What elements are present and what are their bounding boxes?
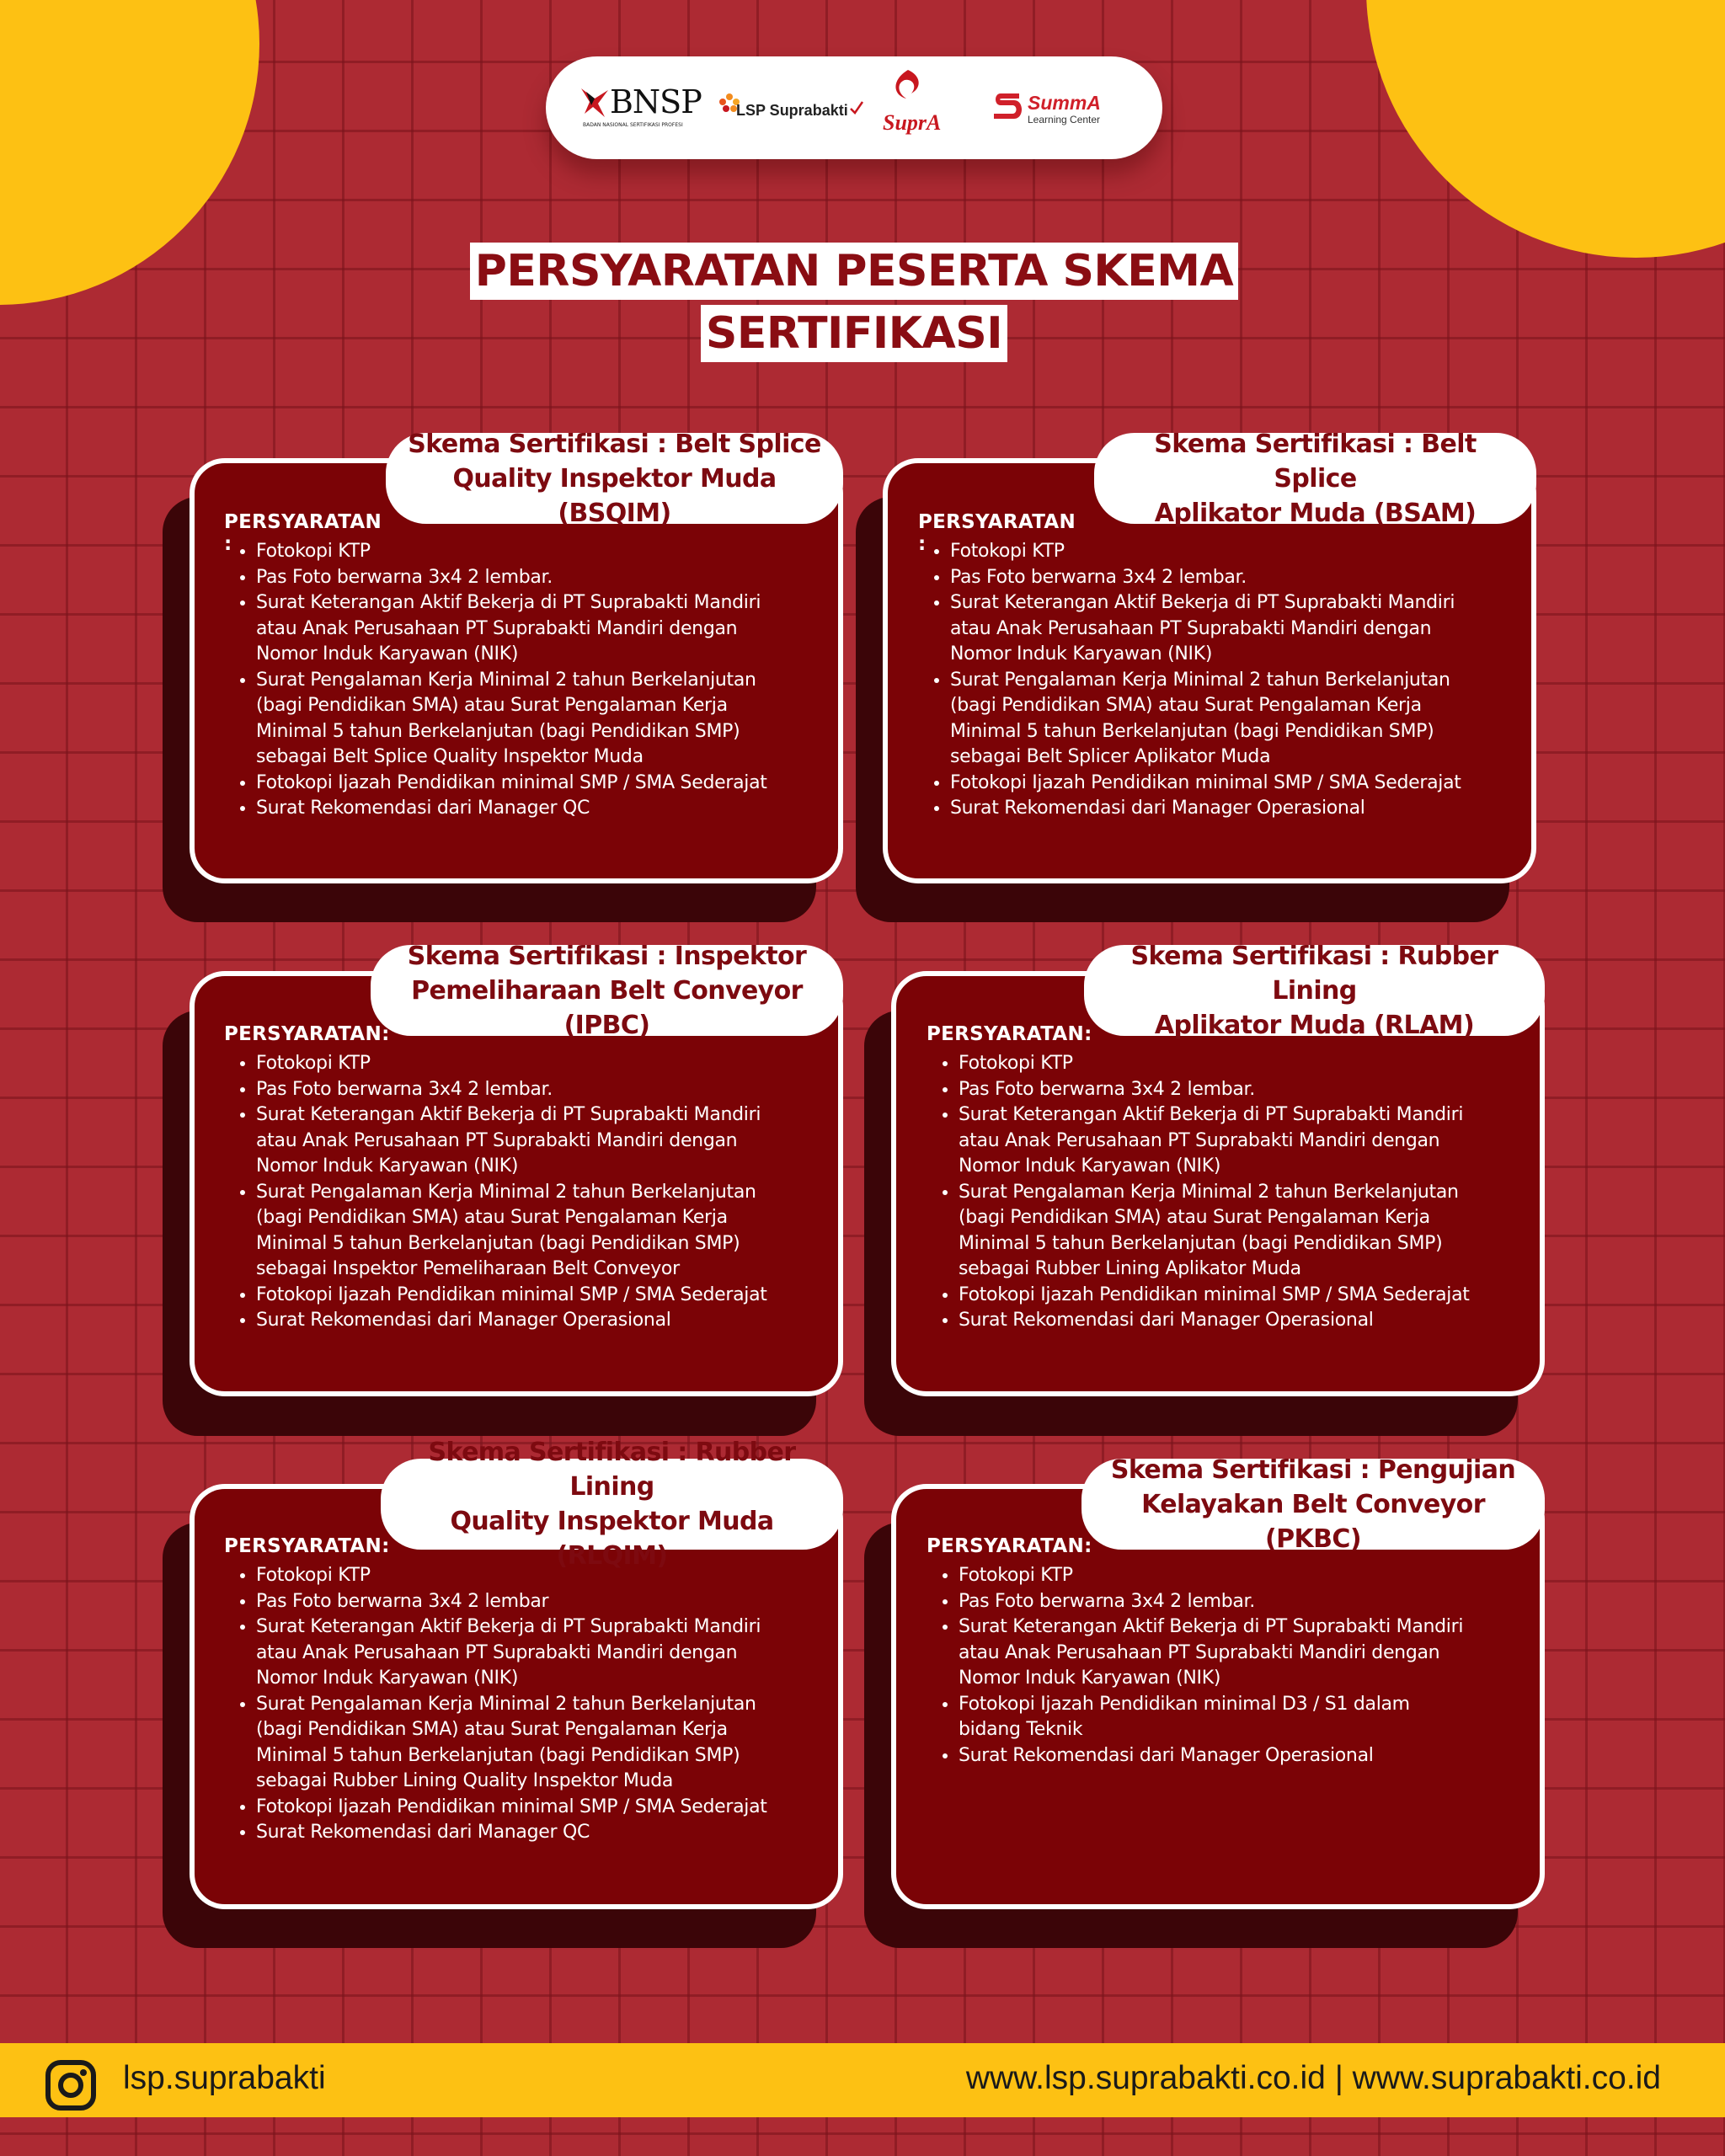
supra-flame-icon: [886, 68, 928, 110]
footer-bar: [0, 2043, 1725, 2117]
instagram-icon[interactable]: [44, 2058, 98, 2112]
supra-logo: SuprA: [879, 68, 972, 144]
list-item: • Fotokopi Ijazah Pendidikan minimal SMP / SMA Sederajat: [256, 1795, 862, 1821]
title-line-2: SERTIFIKASI: [701, 305, 1007, 362]
check-icon: [849, 100, 864, 115]
list-item: • Surat Rekomendasi dari Manager Operasional: [950, 796, 1557, 822]
list-item: • Surat Rekomendasi dari Manager QC: [256, 1820, 862, 1846]
card-title: Skema Sertifikasi : Rubber Lining Quality Inspektor Muda (RLQIM): [428, 1438, 796, 1571]
list-item: • Surat Pengalaman Kerja Minimal 2 tahun Berkelanjutan (bagi Pendidikan SMA) atau Surat Pengalaman Kerja Minimal 5 tahun Berkelanjutan (bagi Pendidikan SMP) sebagai Rubber Lining Quality Inspektor Muda: [256, 1692, 862, 1795]
list-item: • Fotokopi KTP: [256, 1563, 862, 1589]
card-title-tab: [386, 429, 843, 528]
list-item: • Surat Pengalaman Kerja Minimal 2 tahun Berkelanjutan (bagi Pendidikan SMA) atau Surat Pengalaman Kerja Minimal 5 tahun Berkelanjutan (bagi Pendidikan SMP) sebagai Inspektor Pemeliharaan Belt Conveyor: [256, 1180, 862, 1283]
logo-bar: [546, 56, 1162, 159]
list-item: • Pas Foto berwarna 3x4 2 lembar.: [959, 1589, 1565, 1615]
requirements-label: PERSYARATAN:: [224, 1535, 390, 1557]
bnsp-emblem-icon: [579, 85, 610, 119]
summa-s-icon: [991, 88, 1024, 124]
list-item: • Fotokopi KTP: [959, 1051, 1565, 1077]
list-item: • Surat Rekomendasi dari Manager Operasional: [959, 1743, 1565, 1769]
requirements-label: PERSYARATAN:: [927, 1023, 1092, 1045]
summa-logo: SummA Learning Center: [991, 88, 1142, 131]
lsp-suprabakti-logo: LSP Suprabakti: [718, 88, 861, 131]
list-item: • Pas Foto berwarna 3x4 2 lembar.: [950, 565, 1557, 591]
list-item: • Surat Pengalaman Kerja Minimal 2 tahun Berkelanjutan (bagi Pendidikan SMA) atau Surat Pengalaman Kerja Minimal 5 tahun Berkelanjutan (bagi Pendidikan SMP) sebagai Belt Splicer Aplikator Muda: [950, 668, 1557, 771]
list-item: • Surat Keterangan Aktif Bekerja di PT Suprabakti Mandiri atau Anak Perusahaan PT Suprabakti Mandiri dengan Nomor Induk Karyawan (NIK): [256, 590, 862, 668]
list-item: • Surat Pengalaman Kerja Minimal 2 tahun Berkelanjutan (bagi Pendidikan SMA) atau Surat Pengalaman Kerja Minimal 5 tahun Berkelanjutan (bagi Pendidikan SMP) sebagai Belt Splice Quality Inspektor Muda: [256, 668, 862, 771]
list-item: • Fotokopi Ijazah Pendidikan minimal D3 / S1 dalam bidang Teknik: [959, 1692, 1565, 1743]
list-item: • Fotokopi KTP: [959, 1563, 1565, 1589]
card-title-tab: [1084, 941, 1545, 1040]
list-item: • Fotokopi KTP: [256, 539, 862, 565]
requirements-list: [918, 539, 1557, 822]
requirements-list: [927, 1563, 1565, 1769]
list-item: • Fotokopi KTP: [950, 539, 1557, 565]
list-item: • Pas Foto berwarna 3x4 2 lembar.: [959, 1077, 1565, 1103]
list-item: • Surat Rekomendasi dari Manager Operasional: [959, 1308, 1565, 1334]
list-item: • Surat Keterangan Aktif Bekerja di PT Suprabakti Mandiri atau Anak Perusahaan PT Suprabakti Mandiri dengan Nomor Induk Karyawan (NIK): [256, 1102, 862, 1180]
list-item: • Fotokopi Ijazah Pendidikan minimal SMP / SMA Sederajat: [950, 771, 1557, 797]
requirements-label: PERSYARATAN:: [927, 1535, 1092, 1557]
list-item: • Pas Foto berwarna 3x4 2 lembar: [256, 1589, 862, 1615]
card-title-tab: [381, 1438, 843, 1571]
list-item: • Surat Pengalaman Kerja Minimal 2 tahun Berkelanjutan (bagi Pendidikan SMA) atau Surat Pengalaman Kerja Minimal 5 tahun Berkelanjutan (bagi Pendidikan SMP) sebagai Rubber Lining Aplikator Muda: [959, 1180, 1565, 1283]
bnsp-logo: BNSP BADAN NASIONAL SERTIFIKASI PROFESI: [579, 83, 706, 134]
title-line-1: PERSYARATAN PESERTA SKEMA: [470, 243, 1238, 300]
card-title-tab: [371, 941, 843, 1040]
requirements-label: PERSYARATAN :: [918, 511, 1076, 555]
card-title: Skema Sertifikasi : Inspektor Pemeliharaan Belt Conveyor (IPBC): [407, 941, 807, 1040]
list-item: • Fotokopi Ijazah Pendidikan minimal SMP / SMA Sederajat: [256, 1283, 862, 1309]
requirements-label: PERSYARATAN:: [224, 1023, 390, 1045]
card-title: Skema Sertifikasi : Belt Splice Quality Inspektor Muda (BSQIM): [408, 429, 821, 528]
list-item: • Surat Rekomendasi dari Manager QC: [256, 796, 862, 822]
card-title: Skema Sertifikasi : Rubber Lining Aplikator Muda (RLAM): [1130, 941, 1498, 1040]
requirements-label: PERSYARATAN :: [224, 511, 382, 555]
list-item: • Fotokopi Ijazah Pendidikan minimal SMP / SMA Sederajat: [959, 1283, 1565, 1309]
list-item: • Surat Keterangan Aktif Bekerja di PT Suprabakti Mandiri atau Anak Perusahaan PT Suprabakti Mandiri dengan Nomor Induk Karyawan (NIK): [256, 1614, 862, 1692]
list-item: • Surat Keterangan Aktif Bekerja di PT Suprabakti Mandiri atau Anak Perusahaan PT Suprabakti Mandiri dengan Nomor Induk Karyawan (NIK): [959, 1102, 1565, 1180]
page-title: [0, 243, 1708, 367]
list-item: • Fotokopi KTP: [256, 1051, 862, 1077]
card-title: Skema Sertifikasi : Pengujian Kelayakan Belt Conveyor (PKBC): [1110, 1454, 1516, 1554]
website-links[interactable]: www.lsp.suprabakti.co.id | www.suprabakti.co.id: [965, 2060, 1661, 2096]
requirements-list: [224, 1563, 862, 1846]
list-item: • Surat Keterangan Aktif Bekerja di PT Suprabakti Mandiri atau Anak Perusahaan PT Suprabakti Mandiri dengan Nomor Induk Karyawan (NIK): [950, 590, 1557, 668]
requirements-list: [224, 1051, 862, 1334]
decorative-circle-top-right: [1366, 0, 1725, 258]
card-title-tab: [1081, 1454, 1545, 1554]
card-title: Skema Sertifikasi : Belt Splice Aplikator Muda (BSAM): [1154, 429, 1477, 528]
list-item: • Surat Rekomendasi dari Manager Operasional: [256, 1308, 862, 1334]
list-item: • Pas Foto berwarna 3x4 2 lembar.: [256, 1077, 862, 1103]
card-title-tab: [1094, 429, 1536, 528]
list-item: • Fotokopi Ijazah Pendidikan minimal SMP / SMA Sederajat: [256, 771, 862, 797]
requirements-list: [224, 539, 862, 822]
list-item: • Pas Foto berwarna 3x4 2 lembar.: [256, 565, 862, 591]
requirements-list: [927, 1051, 1565, 1334]
list-item: • Surat Keterangan Aktif Bekerja di PT Suprabakti Mandiri atau Anak Perusahaan PT Suprabakti Mandiri dengan Nomor Induk Karyawan (NIK): [959, 1614, 1565, 1692]
instagram-handle[interactable]: lsp.suprabakti: [123, 2060, 326, 2096]
